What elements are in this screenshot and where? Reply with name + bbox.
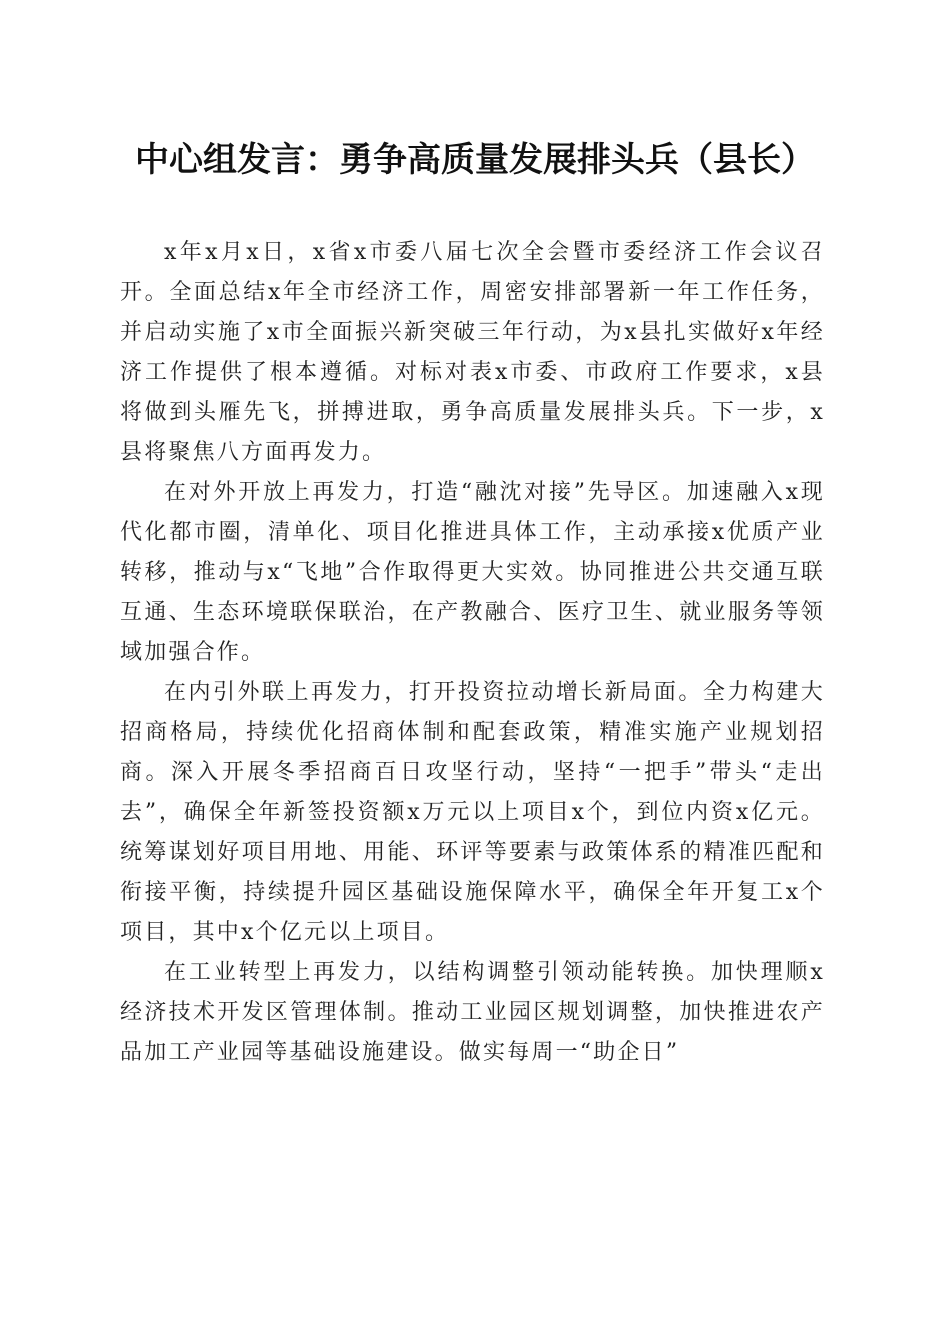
paragraph-opening-up: 在对外开放上再发力，打造“融沈对接”先导区。加速融入x现代化都市圈，清单化、项目化推进具体工作，主动承接x优质产业转移，推动与x“飞地”合作取得更大实效。协同推进公共交通互联互通、生态环境联保联治，在产教融合、医疗卫生、就业服务等领域加强合作。 [120, 480, 825, 665]
paragraph-intro: x年x月x日，x省x市委八届七次全会暨市委经济工作会议召开。全面总结x年全市经济工作，周密安排部署新一年工作任务，并启动实施了x市全面振兴新突破三年行动，为x县扎实做好x年经济工作提供了根本遵循。对标对表x市委、市政府工作要求，x县将做到头雁先飞，拼搏进取，勇争高质量发展排头兵。下一步，x县将聚焦八方面再发力。 [120, 240, 825, 465]
paragraph-industry: 在工业转型上再发力，以结构调整引领动能转换。加快理顺x经济技术开发区管理体制。推动工业园区规划调整，加快推进农产品加工产业园等基础设施建设。做实每周一“助企日” [120, 960, 825, 1065]
document-body [120, 233, 825, 1073]
document-title: 中心组发言：勇争高质量发展排头兵（县长） [135, 140, 815, 180]
paragraph-investment: 在内引外联上再发力，打开投资拉动增长新局面。全力构建大招商格局，持续优化招商体制和配套政策，精准实施产业规划招商。深入开展冬季招商百日攻坚行动，坚持“一把手”带头“走出去”，确保全年新签投资额x万元以上项目x个，到位内资x亿元。统筹谋划好项目用地、用能、环评等要素与政策体系的精准匹配和衔接平衡，持续提升园区基础设施保障水平，确保全年开复工x个项目，其中x个亿元以上项目。 [120, 680, 825, 945]
